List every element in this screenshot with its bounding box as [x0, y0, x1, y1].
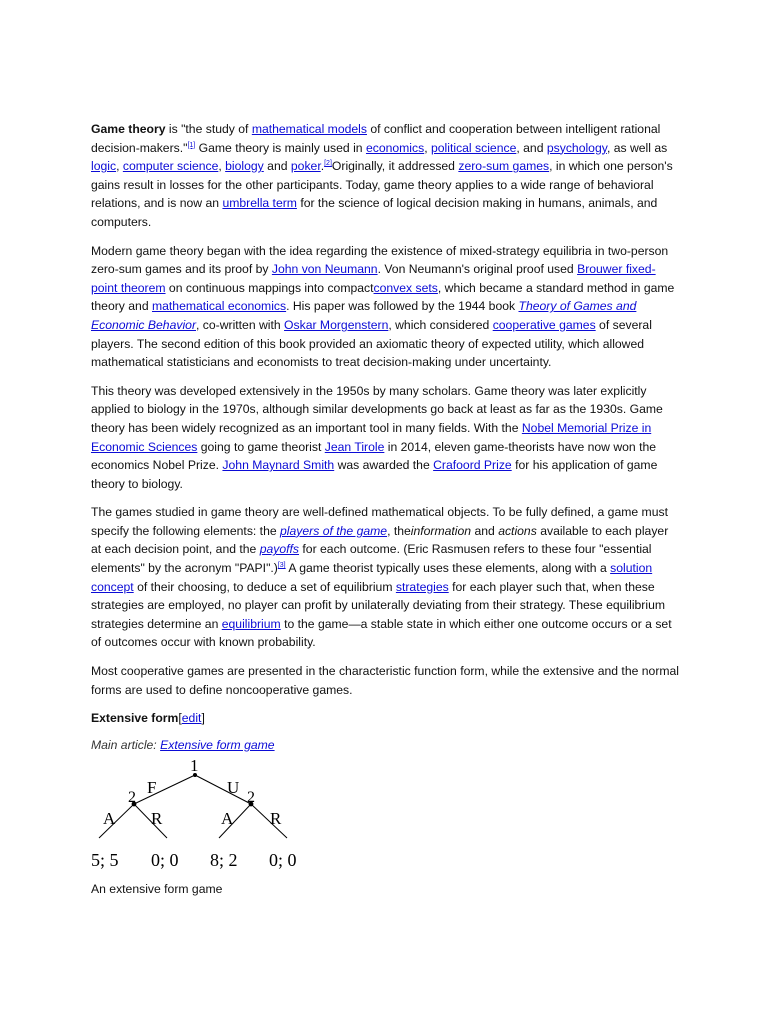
link-biology[interactable]: biology [225, 159, 264, 174]
link-mathematical-models[interactable]: mathematical models [251, 122, 367, 136]
link-payoffs[interactable]: payoffs [259, 542, 300, 557]
link-solution-concept[interactable]: solution concept [91, 561, 653, 594]
move-label-u: U [227, 778, 240, 798]
paragraph-intro: Game theory is "the study of mathematical models of conflict and cooperation between intelligent rational decision-makers."[1] Game theory is mainly used in economics, political science, and psychology, as well as logic, computer science, biology and poker.[2]Originally, it addressed zero-sum games, in which one person's gains result in losses for the other participants. Today, game theory applies to a wide range of behavioral relations, and is now an umbrella term for the science of logical decision making in humans, animals, and computers. [91, 122, 673, 229]
edge-root-right [195, 775, 251, 804]
extensive-form-tree-figure [89, 758, 319, 874]
link-jean-tirole[interactable]: Jean Tirole [324, 439, 385, 454]
game-tree-diagram [89, 758, 319, 874]
citation-2[interactable]: [2] [324, 160, 332, 168]
link-players-of-the-game[interactable]: players of the game [280, 523, 388, 538]
link-zero-sum-games[interactable]: zero-sum games [458, 159, 550, 174]
move-label-f: F [147, 778, 157, 798]
citation-1[interactable]: [1] [187, 141, 196, 149]
link-brouwer-fixed-point-theorem[interactable]: Brouwer fixed-point theorem [91, 262, 656, 295]
action-label-a-left: A [103, 809, 116, 829]
link-mathematical-economics[interactable]: mathematical economics [151, 299, 287, 314]
payoff-4: 0; 0 [269, 850, 297, 871]
paragraph-modern-game-theory: Modern game theory began with the idea regarding the existence of mixed-strategy equilibria in two-person zero-sum games and its proof by John von Neumann. Von Neumann's original proof used Brouwer fixed-point theorem on continuous mappings into compactconvex sets, which became a standard method in game theory and mathematical economics. His paper was followed by the 1944 book Theory of Games and Economic Behavior, co-written with Oskar Morgenstern, which considered cooperative games of several players. The second edition of this book provided an axiomatic theory of expected utility, which allowed mathematical statisticians and economists to treat decision-making under uncertainty. [91, 243, 675, 370]
citation-3[interactable]: [3] [277, 562, 286, 569]
payoff-2: 0; 0 [151, 850, 179, 871]
link-poker[interactable]: poker [290, 159, 321, 174]
link-political-science[interactable]: political science [431, 140, 517, 155]
link-cooperative-games[interactable]: cooperative games [492, 317, 596, 332]
link-psychology[interactable]: psychology [546, 140, 607, 155]
article-body [91, 120, 681, 909]
link-extensive-form-game[interactable]: Extensive form game [160, 737, 275, 752]
root-player-label: 1 [190, 758, 199, 776]
link-economics[interactable]: economics [365, 140, 425, 155]
action-label-r-right: R [270, 809, 282, 829]
link-equilibrium[interactable]: equilibrium [221, 616, 281, 631]
link-john-von-neumann[interactable]: John von Neumann [271, 262, 378, 277]
link-john-maynard-smith[interactable]: John Maynard Smith [222, 458, 335, 473]
link-theory-of-games-book[interactable]: Theory of Games and Economic Behavior [91, 299, 637, 332]
link-logic[interactable]: logic [91, 159, 117, 174]
payoff-1: 5; 5 [91, 850, 119, 871]
link-strategies[interactable]: strategies [395, 579, 449, 594]
edge-right-r [251, 804, 287, 838]
link-convex-sets[interactable]: convex sets [373, 280, 438, 295]
action-label-r-left: R [151, 809, 163, 829]
term-game-theory: Game theory [91, 122, 166, 136]
paragraph-forms: Most cooperative games are presented in the characteristic function form, while the extensive and the normal forms are used to define noncooperative games. [91, 664, 680, 697]
edge-root-left [134, 775, 195, 804]
link-nobel-memorial-prize[interactable]: Nobel Memorial Prize in Economic Sciences [91, 420, 652, 454]
edit-link[interactable]: edit [181, 711, 202, 726]
payoff-3: 8; 2 [210, 850, 238, 871]
section-heading-extensive-form: Extensive form[edit] [91, 711, 205, 726]
paragraph-history: This theory was developed extensively in the 1950s by many scholars. Game theory was later explicitly applied to biology in the 1970s, although similar developments go back at least as far as the 1930s. Game theory has been widely recognized as an important tool in many fields. With the Nobel Memorial Prize in Economic Sciences going to game theorist Jean Tirole in 2014, eleven game-theorists have now won the economics Nobel Prize. John Maynard Smith was awarded the Crafoord Prize for his application of game theory to biology. [91, 383, 663, 491]
link-oskar-morgenstern[interactable]: Oskar Morgenstern [284, 317, 389, 332]
action-label-a-right: A [221, 809, 234, 829]
left-player-label: 2 [128, 789, 136, 807]
link-computer-science[interactable]: computer science [122, 159, 219, 174]
right-player-label: 2 [247, 789, 255, 807]
link-umbrella-term[interactable]: umbrella term [222, 196, 297, 211]
figure-caption: An extensive form game [91, 882, 223, 897]
paragraph-game-elements: The games studied in game theory are well-defined mathematical objects. To be fully defined, a game must specify the following elements: the players of the game, theinformation and actions available to each player at each decision point, and the payoffs for each outcome. (Eric Rasmusen refers to these four "essential elements" by the acronym "PAPI".)[3] A game theorist typically uses these elements, along with a solution concept of their choosing, to deduce a set of equilibrium strategies for each player such that, when these strategies are employed, no player can profit by unilaterally deviating from their strategy. These equilibrium strategies determine an equilibrium to the game—a stable state in which either one outcome occurs or a set of outcomes occur with known probability. [91, 505, 672, 650]
link-crafoord-prize[interactable]: Crafoord Prize [433, 458, 512, 473]
main-article-note: Main article: Extensive form game [91, 737, 275, 752]
